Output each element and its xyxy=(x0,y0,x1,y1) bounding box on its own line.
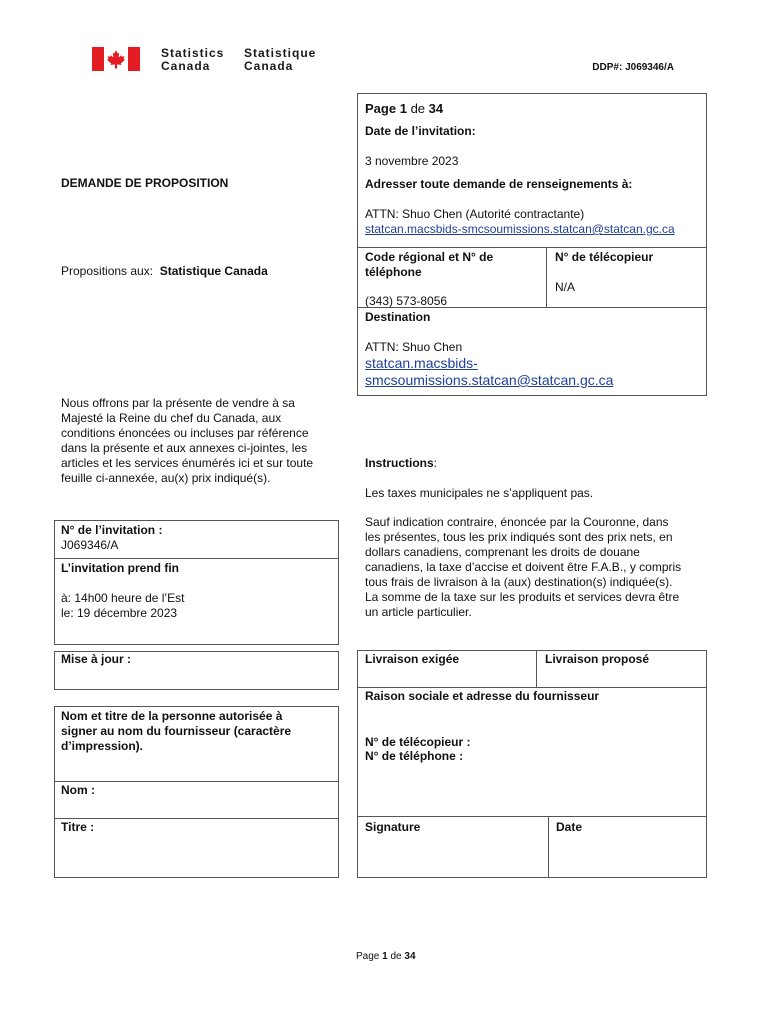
page-number: 1 xyxy=(399,101,407,116)
destination-email-link[interactable] xyxy=(365,355,613,389)
livraison-proposee-label: Livraison proposé xyxy=(545,652,650,666)
agency-name-fr-line1: Statistique xyxy=(244,46,317,60)
renseignements-attn: ATTN: Shuo Chen (Autorité contractante) xyxy=(365,207,585,221)
personne-autorisee-label xyxy=(61,709,291,754)
fournisseur-fax-label: N° de télécopieur : xyxy=(365,735,471,749)
agency-name-en-line1: Statistics xyxy=(161,46,225,60)
nom-label: Nom : xyxy=(61,783,95,797)
telecopieur-label: N° de télécopieur xyxy=(555,250,654,264)
invitation-end-label: L’invitation prend fin xyxy=(61,561,179,575)
footer-page-de: de xyxy=(390,951,402,962)
destination-attn: ATTN: Shuo Chen xyxy=(365,340,463,354)
offer-line: conditions énoncées ou incluses par référence xyxy=(61,426,309,440)
propositions-value: Statistique Canada xyxy=(159,264,268,278)
instructions-heading xyxy=(365,456,437,471)
footer-page-label: Page xyxy=(356,951,380,962)
instructions-line: tous frais de livraison à la (aux) destination(s) indiquée(s). xyxy=(365,575,673,589)
agency-name-fr-line2: Canada xyxy=(244,59,294,73)
personne-autorisee-line: Nom et titre de la personne autorisée à xyxy=(61,709,283,723)
instructions-line: un article particulier. xyxy=(365,605,472,619)
footer-page-total: 34 xyxy=(404,951,416,962)
destination-email-line2[interactable]: smcsoumissions.statcan@statcan.gc.ca xyxy=(365,372,614,388)
code-regional-label-2: téléphone xyxy=(365,265,422,279)
renseignements-label: Adresser toute demande de renseignements à: xyxy=(365,177,633,191)
ddp-number: DDP#: J069346/A xyxy=(592,62,674,73)
instructions-line: les présentes, tous les prix indiqués sont des prix nets, en xyxy=(365,530,673,544)
titre-box xyxy=(54,818,339,878)
telecopieur-value: N/A xyxy=(555,280,576,294)
date-invitation-value: 3 novembre 2023 xyxy=(365,154,459,168)
footer-page-number: 1 xyxy=(382,951,388,962)
fournisseur-tel-label: N° de téléphone : xyxy=(365,749,464,763)
instructions-body xyxy=(365,515,681,620)
propositions-line xyxy=(61,264,268,279)
page-indicator xyxy=(365,101,443,116)
livraison-exigee-label: Livraison exigée xyxy=(365,652,460,666)
titre-label: Titre : xyxy=(61,820,95,834)
instructions-line: canadiens, la taxe d’accise et doivent être F.A.B., y compris xyxy=(365,560,682,574)
footer-page-indicator xyxy=(356,949,416,964)
code-regional-value: (343) 573-8056 xyxy=(365,294,448,308)
instructions-colon: : xyxy=(433,456,438,470)
offer-paragraph xyxy=(61,396,313,486)
personne-autorisee-line: d’impression). xyxy=(61,739,144,753)
invitation-end-date: le: 19 décembre 2023 xyxy=(61,606,178,620)
offer-line: articles et les services énumérés ici et sur toute xyxy=(61,456,314,470)
page-label: Page xyxy=(365,101,397,116)
offer-line: Majesté la Reine du chef du Canada, aux xyxy=(61,411,282,425)
instructions-label: Instructions xyxy=(365,456,434,470)
agency-name-en xyxy=(161,47,224,73)
date-invitation-label: Date de l’invitation: xyxy=(365,124,476,138)
instructions-line: La somme de la taxe sur les produits et services devra être xyxy=(365,590,680,604)
page-de: de xyxy=(410,101,426,116)
destination-label: Destination xyxy=(365,310,431,324)
demande-title: DEMANDE DE PROPOSITION xyxy=(61,176,229,190)
invitation-number-value: J069346/A xyxy=(61,538,119,552)
invitation-end-time: à: 14h00 heure de l’Est xyxy=(61,591,185,605)
date-label: Date xyxy=(556,820,583,834)
renseignements-email-link[interactable]: statcan.macsbids-smcsoumissions.statcan@statcan.gc.ca xyxy=(365,222,675,236)
offer-line: dans la présente et aux annexes ci-jointes, les xyxy=(61,441,308,455)
code-regional-label-1: Code régional et N° de xyxy=(365,250,494,264)
offer-line: feuille ci-annexée, au(x) prix indiqué(s). xyxy=(61,471,271,485)
mise-a-jour-label: Mise à jour : xyxy=(61,652,132,666)
page-total: 34 xyxy=(428,101,444,116)
invitation-number-label: N° de l’invitation : xyxy=(61,523,163,537)
agency-name-fr xyxy=(244,47,316,73)
raison-sociale-label: Raison sociale et adresse du fournisseur xyxy=(365,689,600,703)
agency-name-en-line2: Canada xyxy=(161,59,211,73)
destination-email-line1[interactable]: statcan.macsbids- xyxy=(365,355,478,371)
instructions-line: dollars canadiens, comprenant les droits de douane xyxy=(365,545,640,559)
offer-line: Nous offrons par la présente de vendre à sa xyxy=(61,396,295,410)
personne-autorisee-line: signer au nom du fournisseur (caractère xyxy=(61,724,292,738)
signature-label: Signature xyxy=(365,820,421,834)
instructions-line: Sauf indication contraire, énoncée par la Couronne, dans xyxy=(365,515,669,529)
canada-flag-logo xyxy=(92,47,140,71)
instructions-taxes: Les taxes municipales ne s’appliquent pas. xyxy=(365,486,594,500)
nom-box xyxy=(54,781,339,819)
propositions-label: Propositions aux: xyxy=(61,264,154,278)
